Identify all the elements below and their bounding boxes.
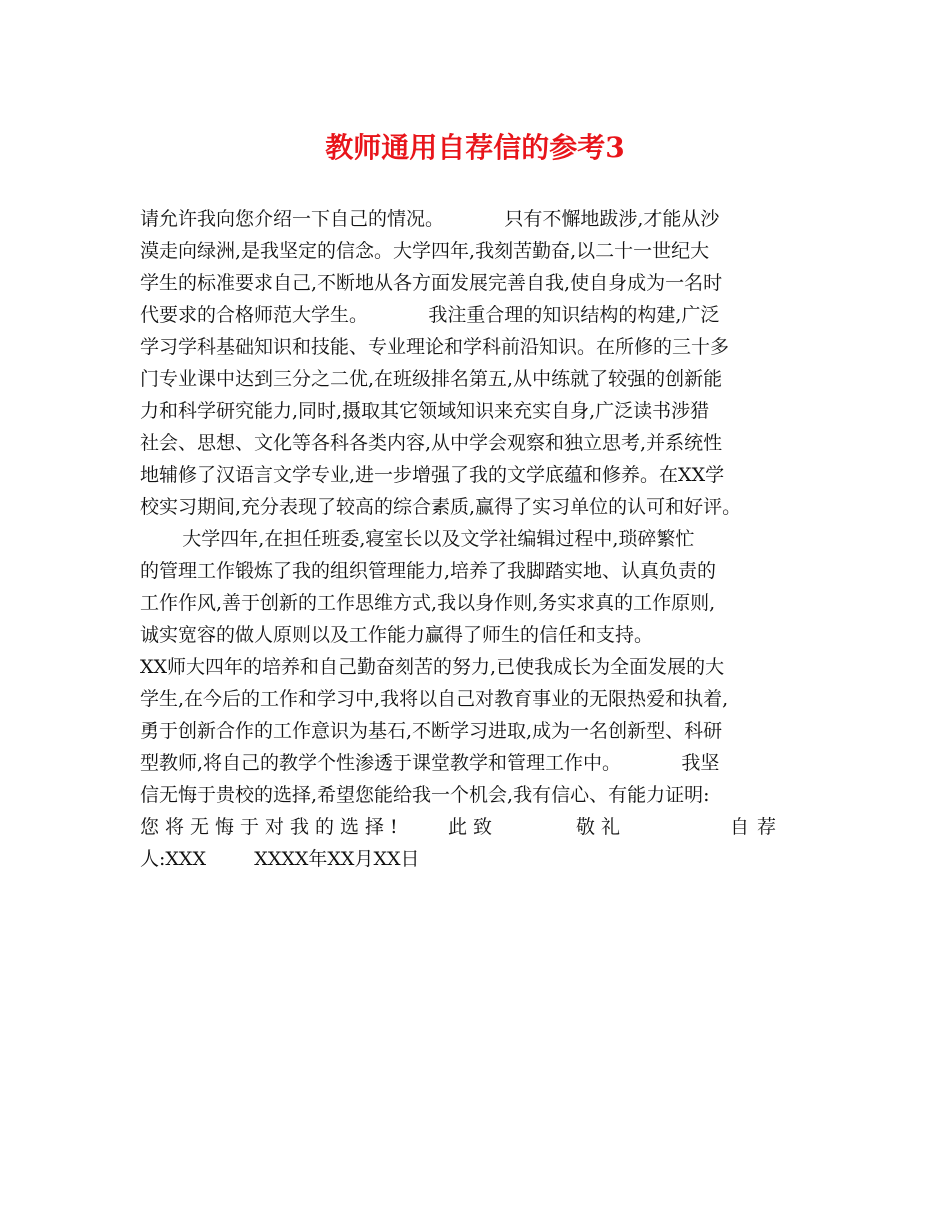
body-line-15: XX师大四年的培养和自己勤奋刻苦的努力,已使我成长为全面发展的大: [140, 656, 725, 678]
closing-text: 您将无悔于对我的选择!: [140, 816, 404, 838]
body-line-1: 请允许我向您介绍一下自己的情况。 只有不懈地跋涉,才能从沙: [140, 208, 720, 230]
document-title: 教师通用自荐信的参考3: [325, 131, 625, 164]
body-line-12: 的管理工作锻炼了我的组织管理能力,培养了我脚踏实地、认真负责的: [140, 560, 717, 582]
salutation-ci-zhi: 此致: [448, 816, 499, 838]
signature-label-start: 自荐: [730, 816, 785, 838]
body-line-14: 诚实宽容的做人原则以及工作能力赢得了师生的信任和支持。: [140, 624, 654, 646]
body-line-18: 型教师,将自己的教学个性渗透于课堂教学和管理工作中。 我坚: [140, 752, 720, 774]
body-line-7: 力和科学研究能力,同时,摄取其它领域知识来充实自身,广泛读书涉猎: [140, 400, 710, 422]
body-line-4: 代要求的合格师范大学生。 我注重合理的知识结构的构建,广泛: [140, 304, 720, 326]
closing-line: [140, 811, 812, 843]
body-line-2: 漠走向绿洲,是我坚定的信念。大学四年,我刻苦勤奋,以二十一世纪大: [140, 240, 710, 262]
body-line-10: 校实习期间,充分表现了较高的综合素质,赢得了实习单位的认可和好评。: [140, 496, 742, 518]
body-line-8: 社会、思想、文化等各科各类内容,从中学会观察和独立思考,并系统性: [140, 432, 723, 454]
body-line-9: 地辅修了汉语言文学专业,进一步增强了我的文学底蕴和修养。在XX学: [140, 464, 725, 486]
body-line-11: 大学四年,在担任班委,寝室长以及文学社编辑过程中,琐碎繁忙: [140, 528, 695, 550]
signature-date-line: 人:XXX XXXX年XX月XX日: [140, 848, 420, 870]
salutation-jing-li: 敬礼: [576, 816, 627, 838]
body-line-5: 学习学科基础知识和技能、专业理论和学科前沿知识。在所修的三十多: [140, 336, 730, 358]
body-line-16: 学生,在今后的工作和学习中,我将以自己对教育事业的无限热爱和执着,: [140, 688, 729, 710]
body-line-6: 门专业课中达到三分之二优,在班级排名第五,从中练就了较强的创新能: [140, 368, 723, 390]
body-line-17: 勇于创新合作的工作意识为基石,不断学习进取,成为一名创新型、科研: [140, 720, 723, 742]
letter-body: [140, 203, 812, 875]
body-line-3: 学生的标准要求自己,不断地从各方面发展完善自我,使自身成为一名时: [140, 272, 723, 294]
body-line-19: 信无悔于贵校的选择,希望您能给我一个机会,我有信心、有能力证明:: [140, 784, 710, 806]
body-line-13: 工作作风,善于创新的工作思维方式,我以身作则,务实求真的工作原则,: [140, 592, 716, 614]
